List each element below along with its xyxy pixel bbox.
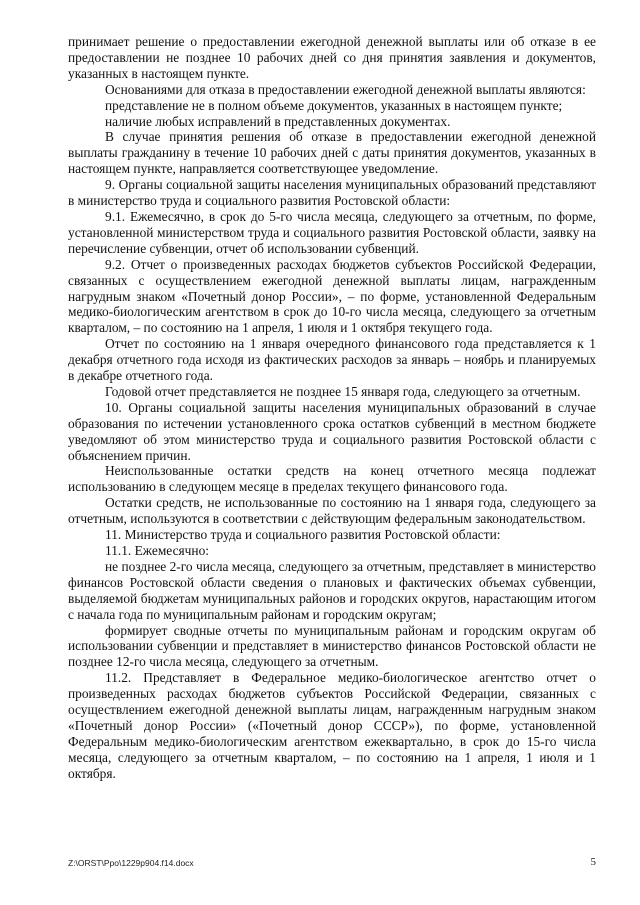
paragraph-refusal-notification: В случае принятия решения об отказе в предоставлении ежегодной денежной выплаты гражданину в течение 10 рабочих дней с даты принятия документов, указанных в настоящем пункте, направляется соответствующее уведомление. [68, 129, 596, 177]
paragraph-annual-report: Годовой отчет представляется не позднее 15 января года, следующего за отчетным. [105, 383, 581, 399]
paragraph-section-11: 11. Министерство труда и социального развития Ростовской области: [105, 527, 501, 543]
paragraph-decision-deadline: принимает решение о предоставлении ежегодной денежной выплаты или об отказе в ее предоставлении не позднее 10 рабочих дней со дня принятия заявления и документов, указанных в настоящем пункте. [68, 34, 596, 81]
paragraph-section-11-1: 11.1. Ежемесячно: [105, 543, 209, 558]
paragraph-monthly-info: не позднее 2-го числа месяца, следующего за отчетным, представляет в министерство финансов Ростовской области сведения о плановых и фактических объемах субвенции, выделяемой бюджетам муниципальных районов и городских округов, нарастающим итогом с начала года по муниципальным районам и городским округам; [68, 558, 596, 622]
paragraph-incomplete-documents: представление не в полном объеме документов, указанных в настоящем пункте; [105, 97, 563, 113]
paragraph-section-9-1: 9.1. Ежемесячно, в срок до 5-го числа месяца, следующего за отчетным, по форме, установленной министерством труда и социального развития Ростовской области, заявку на перечисление субвенции, отчет об использовании субвенций. [68, 208, 596, 256]
paragraph-refusal-grounds: Основаниями для отказа в предоставлении ежегодной денежной выплаты являются: [105, 81, 586, 97]
footer-file-path: Z:\ORST\Ppo\1229p904.f14.docx [68, 858, 194, 868]
paragraph-section-11-2: 11.2. Представляет в Федеральное медико-биологическое агентство отчет о произведенных расходах бюджетов субъектов Российской Федерации, связанных с осуществлением ежегодной денежной выплаты лицам, награжденным нагрудным знаком «Почетный донор России» («Почетный донор СССР»), по форме, установленной Федеральным медико-биологическим агентством ежеквартально, в срок до 15-го числа месяца, следующего за отчетным кварталом, – по состоянию на 1 апреля, 1 июля и 1 октября. [68, 670, 596, 781]
paragraph-unused-balances: Неиспользованные остатки средств на конец отчетного месяца подлежат использованию в следующем месяце в пределах текущего финансового года. [68, 463, 596, 495]
paragraph-section-9-2: 9.2. Отчет о произведенных расходах бюджетов субъектов Российской Федерации, связанных с осуществлением ежегодной денежной выплаты лицам, награжденным нагрудным знаком «Почетный донор России», – по форме, установленной Федеральным медико-биологическим агентством в срок до 10-го числа месяца, следующего за отчетным кварталом, – по состоянию на 1 апреля, 1 июля и 1 октября текущего года. [68, 256, 596, 336]
paragraph-remaining-funds: Остатки средств, не использованные по состоянию на 1 января года, следующего за отчетным, используются в соответствии с действующим федеральным законодательством. [68, 495, 596, 527]
paragraph-consolidated-reports: формирует сводные отчеты по муниципальным районам и городским округам об использовании субвенции и представляет в министерство финансов Ростовской области не позднее 12-го числа месяца, следующего за отчетным. [68, 622, 596, 670]
paragraph-january-report: Отчет по состоянию на 1 января очередного финансового года представляется к 1 декабря отчетного года исходя из фактических расходов за январь – ноябрь и планируемых в декабре отчетного года. [68, 336, 596, 384]
document-body [68, 34, 596, 782]
paragraph-section-9: 9. Органы социальной защиты населения муниципальных образований представляют в министерство труда и социального развития Ростовской области: [68, 177, 596, 209]
page-number: 5 [590, 856, 596, 868]
paragraph-corrections: наличие любых исправлений в представленных документах. [105, 113, 451, 129]
paragraph-section-10: 10. Органы социальной защиты населения муниципальных образований в случае образования по истечении установленного срока остатков субвенций в местном бюджете уведомляют об этом министерство труда и социального развития Ростовской области с объяснением причин. [68, 399, 596, 463]
